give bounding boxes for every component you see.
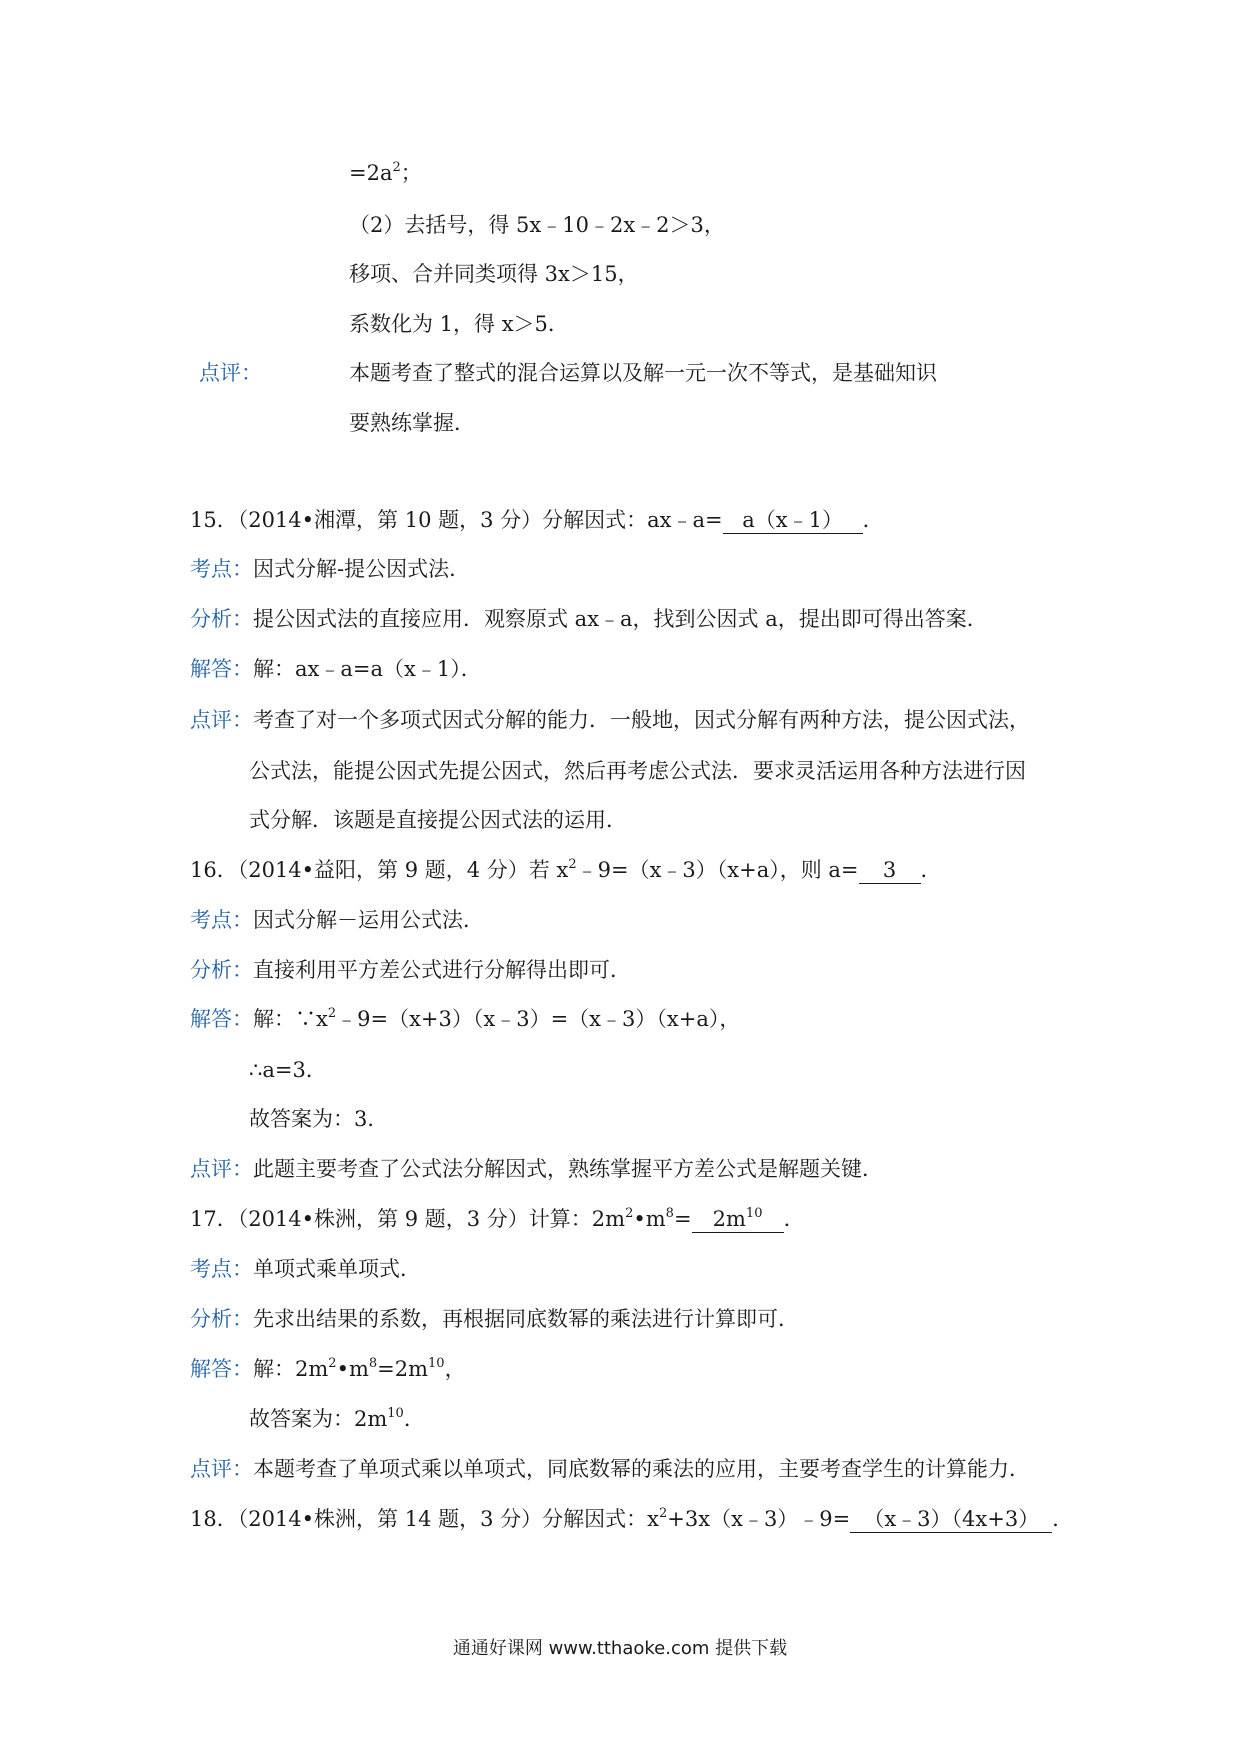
q17-jieda: 解答：解：$2m^2•m^8=2m^{10}$，: [190, 1356, 466, 1381]
q15-stem: 15．（2014•湘潭，第 10 题，3 分）分解因式：ax﹣a= a（x﹣1） ．: [190, 508, 884, 532]
q15-jieda: 解答：解：ax﹣a=a（x﹣1）．: [190, 657, 482, 681]
q15-dianping-3: 式分解．该题是直接提公因式法的运用．: [249, 808, 627, 832]
prev-line-1: $=2a^2$；: [349, 160, 422, 185]
page-footer: 通通好课网 www.tthaoke.com 提供下载: [452, 1638, 788, 1659]
q15-fenxi: 分析：提公因式法的直接应用．观察原式 ax﹣a，找到公因式 a，提出即可得出答案．: [190, 607, 988, 631]
prev-line-4: 系数化为 1，得 x＞5．: [349, 312, 569, 336]
q15-dianping-1: 点评：考查了对一个多项式因式分解的能力．一般地，因式分解有两种方法，提公因式法，: [190, 708, 1030, 732]
q16-fenxi: 分析：直接利用平方差公式进行分解得出即可．: [190, 958, 631, 982]
q17-jieda-2: 故答案为：$2m^{10}$．: [249, 1406, 425, 1431]
q15-answer: a（x﹣1）: [723, 507, 863, 534]
q16-answer: 3: [859, 857, 921, 884]
q16-kaodian: 考点：因式分解－运用公式法．: [190, 908, 484, 932]
q18-stem: 18．（2014•株洲，第 14 题，3 分）分解因式：$x^2+3x(x﹣3)﹣9=$ （x﹣3）（4x+3） ．: [190, 1506, 1074, 1531]
q17-answer: $2m^{10}$: [692, 1206, 784, 1233]
q15-kaodian: 考点：因式分解-提公因式法．: [190, 557, 471, 581]
q17-kaodian: 考点：单项式乘单项式．: [190, 1257, 421, 1281]
prev-review-2: 要熟练掌握．: [349, 411, 475, 435]
q16-stem: 16．（2014•益阳，第 9 题，4 分）若 $x^2﹣9=(x﹣3)(x+a)$，则 a= 3 ．: [190, 857, 942, 882]
q17-fenxi: 分析：先求出结果的系数，再根据同底数幂的乘法进行计算即可．: [190, 1307, 799, 1331]
prev-line-3: 移项、合并同类项得 3x＞15，: [349, 262, 639, 286]
q17-stem: 17．（2014•株洲，第 9 题，3 分）计算：$2m^2•m^8= 2m^{10}$ ．: [190, 1206, 805, 1231]
q16-jieda-2: ∴a=3．: [249, 1058, 327, 1082]
q15-dianping-2: 公式法，能提公因式先提公因式，然后再考虑公式法．要求灵活运用各种方法进行因: [249, 759, 1026, 783]
prev-review-1: 本题考查了整式的混合运算以及解一元一次不等式，是基础知识: [349, 361, 937, 385]
q17-dianping: 点评：本题考查了单项式乘以单项式，同底数幂的乘法的应用，主要考查学生的计算能力．: [190, 1457, 1030, 1481]
q16-jieda: 解答：解：$\because x^2﹣9=(x+3)(x﹣3)=(x﹣3)(x+a)$，: [190, 1006, 741, 1031]
q16-dianping: 点评：此题主要考查了公式法分解因式，熟练掌握平方差公式是解题关键．: [190, 1157, 883, 1181]
q16-jieda-3: 故答案为：3．: [249, 1107, 389, 1131]
prev-line-2: （2）去括号，得 5x﹣10﹣2x﹣2＞3，: [349, 213, 725, 237]
q18-answer: （x﹣3）（4x+3）: [850, 1506, 1052, 1533]
prev-review-label: 点评：: [199, 361, 262, 385]
